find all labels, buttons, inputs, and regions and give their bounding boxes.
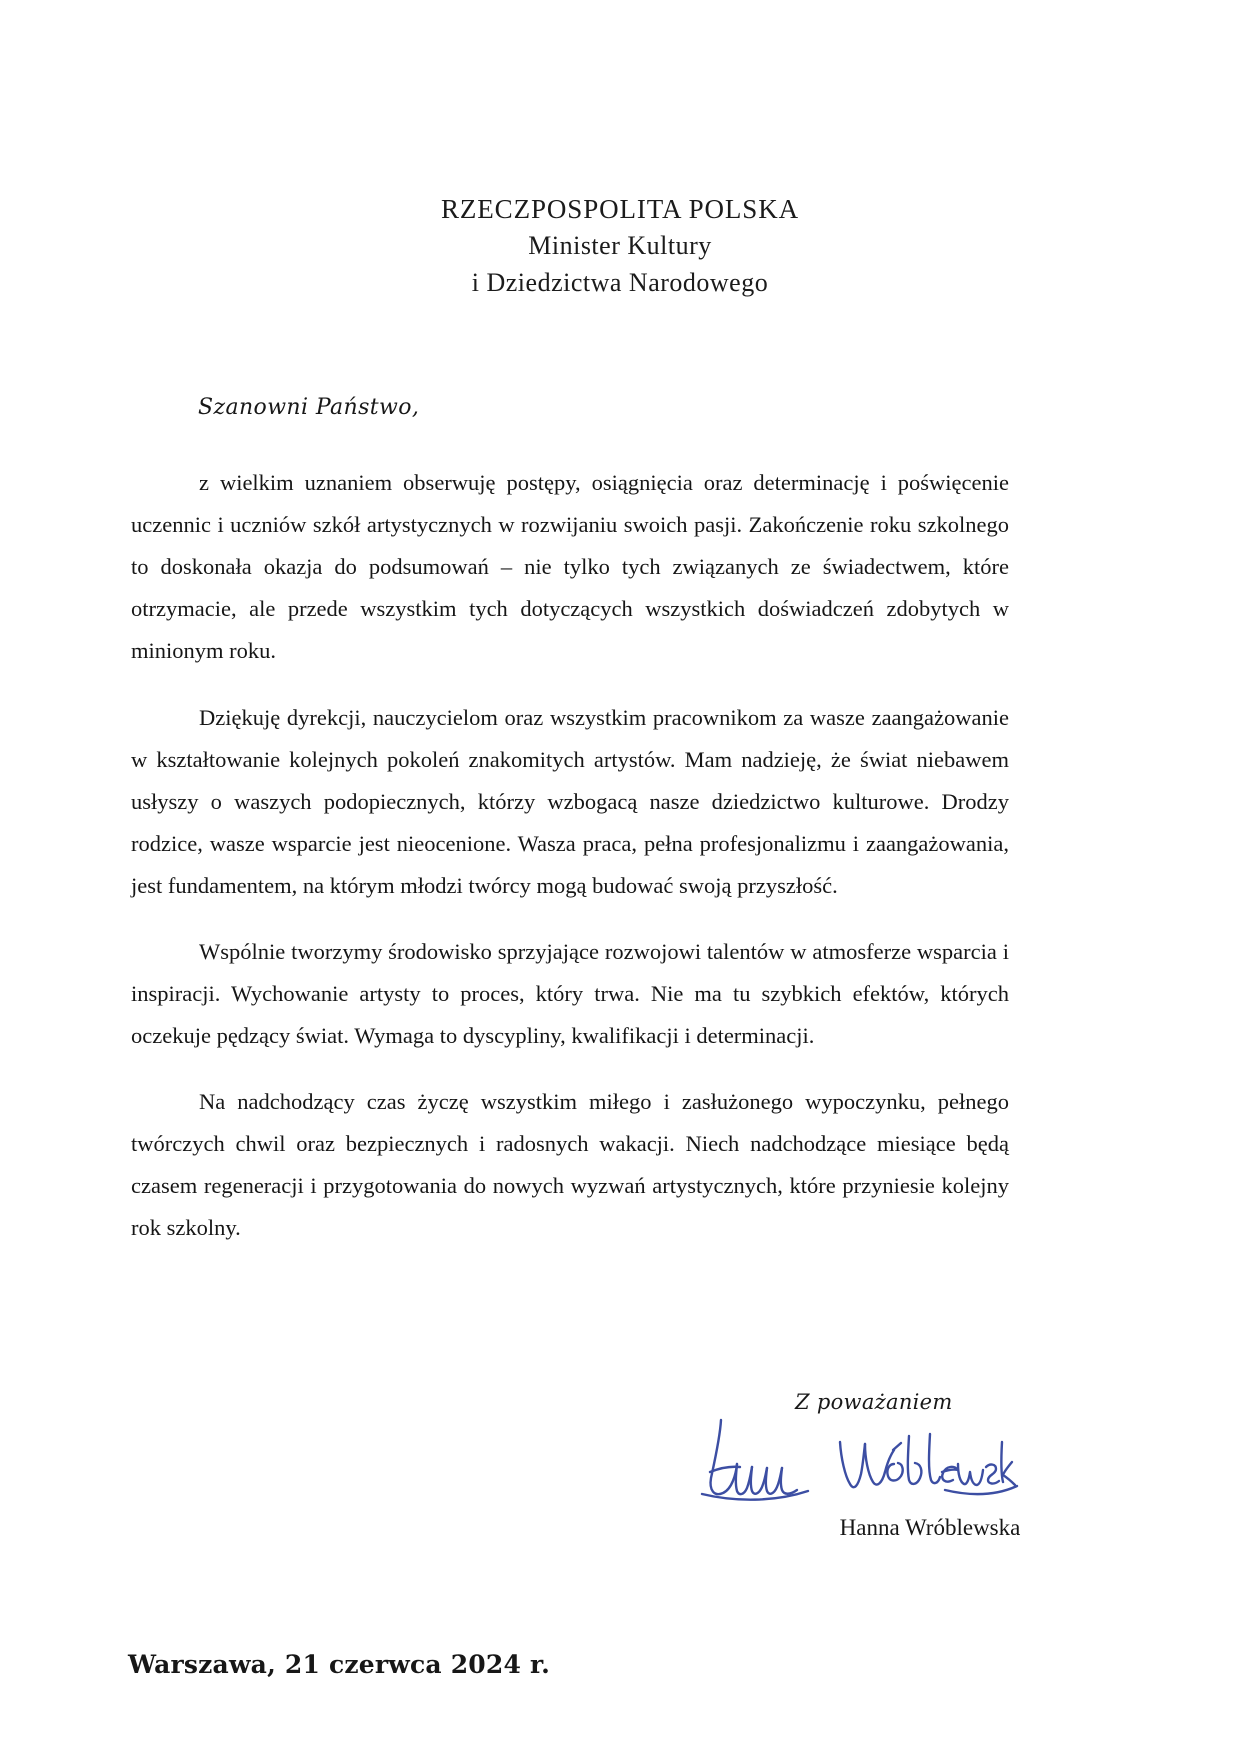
signer-name <box>0 1515 1240 1541</box>
signer-name-text: Hanna Wróblewska <box>839 1515 1021 1540</box>
salutation: Szanowni Państwo, <box>198 395 420 420</box>
letter-body <box>131 462 1009 1249</box>
letterhead-line-office-cont: i Dziedzictwa Narodowego <box>471 268 769 298</box>
place-and-date: Warszawa, 21 czerwca 2024 r. <box>128 1650 550 1679</box>
letterhead <box>0 190 1240 302</box>
valediction: Z poważaniem <box>795 1390 953 1414</box>
body-paragraph: Na nadchodzący czas życzę wszystkim miłego i zasłużonego wypoczynku, pełnego twórczych chwil oraz bezpiecznych i radosnych wakacji. Niech nadchodzące miesiące będą czasem regeneracji i przygotowania do nowych wyzwań artystycznych, które przyniesie kolejny rok szkolny. <box>131 1089 1009 1240</box>
body-paragraph: Wspólnie tworzymy środowisko sprzyjające rozwojowi talentów w atmosferze wsparcia i inspiracji. Wychowanie artysty to proces, który trwa. Nie ma tu szybkich efektów, których oczekuje pędzący świat. Wymaga to dyscypliny, kwalifikacji i determinacji. <box>131 939 1009 1048</box>
signature-icon <box>690 1412 1020 1527</box>
letterhead-line-office: Minister Kultury <box>528 231 712 261</box>
signature-image <box>690 1412 1020 1527</box>
body-paragraph: Dziękuję dyrekcji, nauczycielom oraz wszystkim pracownikom za wasze zaangażowanie w kształtowanie kolejnych pokoleń znakomitych artystów. Mam nadzieję, że świat niebawem usłyszy o waszych podopiecznych, którzy wzbogacą nasze dziedzictwo kulturowe. Drodzy rodzice, wasze wsparcie jest nieocenione. Wasza praca, pełna profesjonalizmu i zaangażowania, jest fundamentem, na którym młodzi twórcy mogą budować swoją przyszłość. <box>131 705 1009 898</box>
body-paragraph: z wielkim uznaniem obserwuję postępy, osiągnięcia oraz determinację i poświęcenie uczennic i uczniów szkół artystycznych w rozwijaniu swoich pasji. Zakończenie roku szkolnego to doskonała okazja do podsumowań – nie tylko tych związanych ze świadectwem, które otrzymacie, ale przede wszystkim tych dotyczących wszystkich doświadczeń zdobytych w minionym roku. <box>131 470 1009 663</box>
letterhead-line-country: RZECZPOSPOLITA POLSKA <box>440 194 800 224</box>
